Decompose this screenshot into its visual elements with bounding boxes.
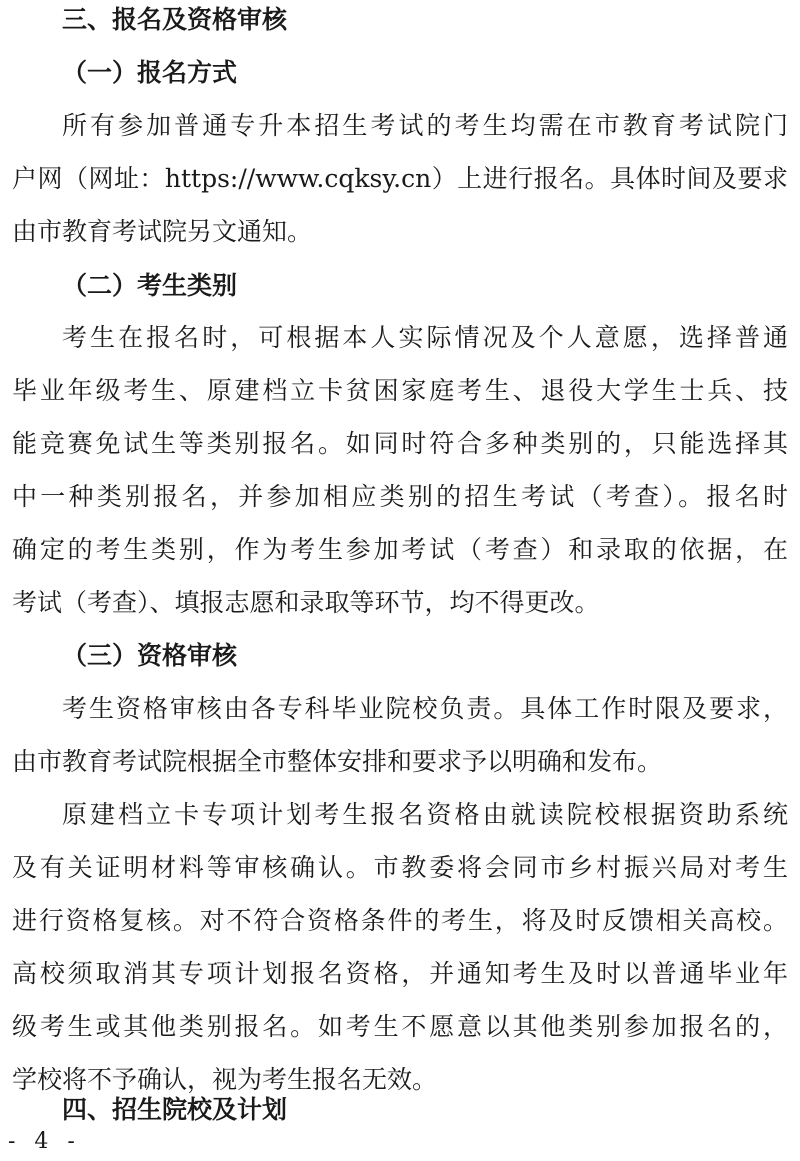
paragraph-line: 能竞赛免试生等类别报名。如同时符合多种类别的，只能选择其 — [12, 429, 788, 458]
subsection-heading-registration-method: （一）报名方式 — [62, 58, 238, 87]
paragraph-line: 由市教育考试院根据全市整体安排和要求予以明确和发布。 — [12, 747, 663, 776]
paragraph-line: 考生在报名时，可根据本人实际情况及个人意愿，选择普通 — [62, 323, 788, 352]
paragraph-line: 高校须取消其专项计划报名资格，并通知考生及时以普通毕业年 — [12, 959, 788, 988]
subsection-heading-qualification-review: （三）资格审核 — [62, 641, 238, 670]
paragraph-line: 由市教育考试院另文通知。 — [12, 217, 313, 246]
paragraph-line: 考生资格审核由各专科毕业院校负责。具体工作时限及要求， — [62, 694, 788, 723]
paragraph-line: 毕业年级考生、原建档立卡贫困家庭考生、退役大学生士兵、技 — [12, 376, 788, 405]
subsection-heading-candidate-category: （二）考生类别 — [62, 271, 238, 300]
paragraph-line: 所有参加普通专升本招生考试的考生均需在市教育考试院门 — [62, 111, 788, 140]
paragraph-line: 户网（网址：https://www.cqksy.cn）上进行报名。具体时间及要求 — [12, 164, 788, 193]
section-heading-institutions-plan: 四、招生院校及计划 — [62, 1095, 288, 1124]
paragraph-line: 确定的考生类别，作为考生参加考试（考查）和录取的依据，在 — [12, 535, 788, 564]
paragraph-line: 进行资格复核。对不符合资格条件的考生，将及时反馈相关高校。 — [12, 906, 788, 935]
paragraph-line: 原建档立卡专项计划考生报名资格由就读院校根据资助系统 — [62, 800, 788, 829]
paragraph-line: 及有关证明材料等审核确认。市教委将会同市乡村振兴局对考生 — [12, 853, 788, 882]
paragraph-line: 级考生或其他类别报名。如考生不愿意以其他类别参加报名的， — [12, 1012, 788, 1041]
page-number: - 4 - — [8, 1129, 81, 1154]
section-heading-registration: 三、报名及资格审核 — [62, 5, 288, 34]
paragraph-line: 中一种类别报名，并参加相应类别的招生考试（考查）。报名时 — [12, 482, 788, 511]
paragraph-line: 学校将不予确认，视为考生报名无效。 — [12, 1065, 438, 1094]
paragraph-line: 考试（考查）、填报志愿和录取等环节，均不得更改。 — [12, 588, 600, 617]
